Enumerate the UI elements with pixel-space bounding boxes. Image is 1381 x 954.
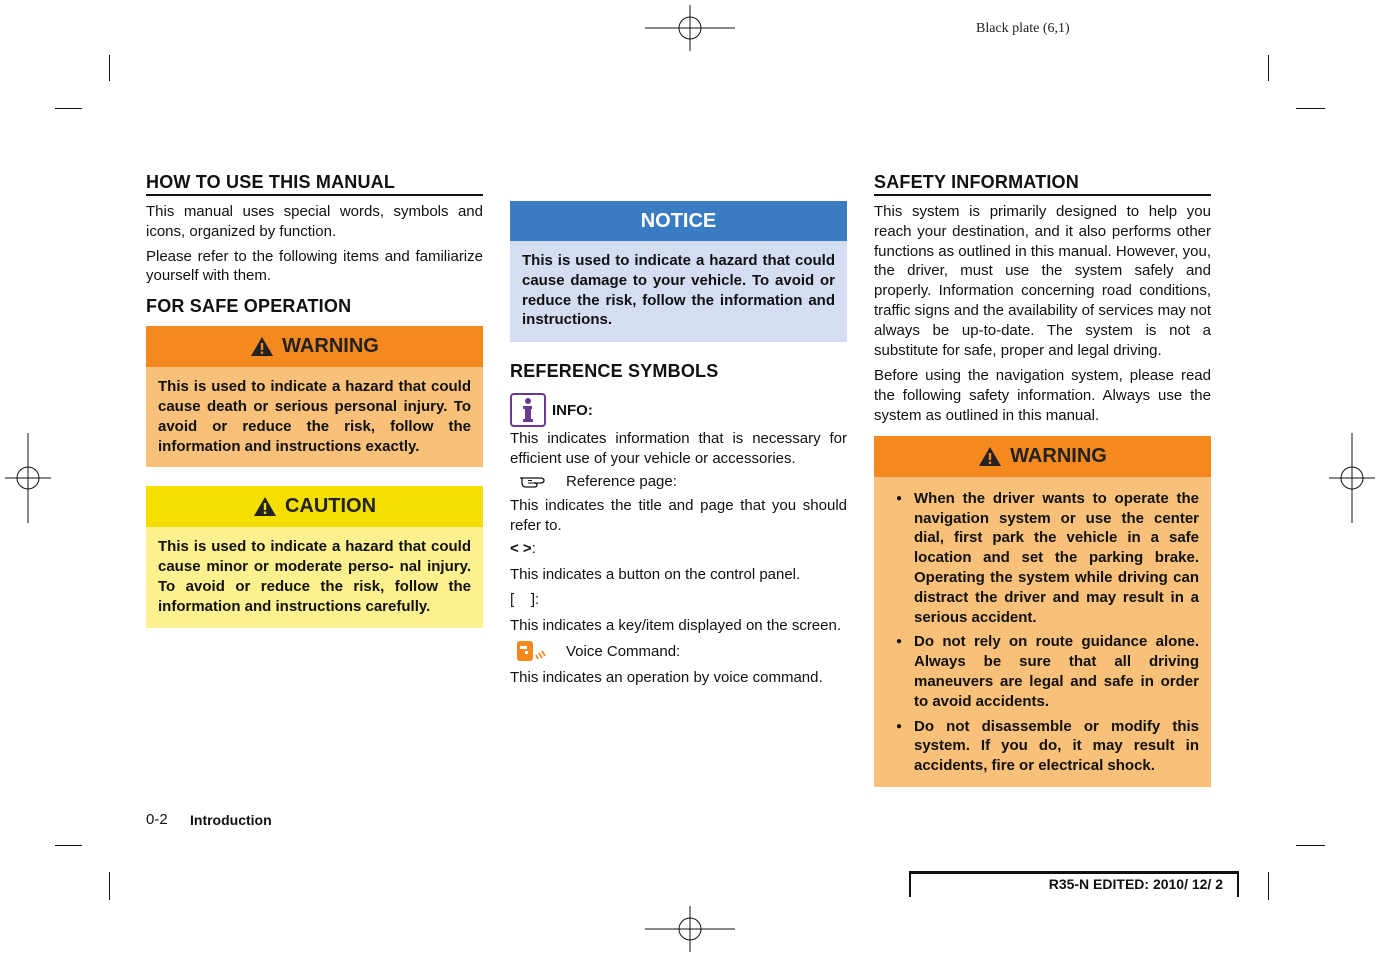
intro-paragraph-1: This manual uses special words, symbols and icons, organized by function. [146,203,483,240]
safety-warning-header [874,436,1211,477]
warning-box [146,326,483,467]
reference-page-description: This indicates the title and page that you should refer to. [510,496,847,534]
safety-warning-body [874,477,1211,787]
notice-text: This is used to indicate a hazard that could cause damage to your vehicle. To avoid or reduce the risk, follow the information and instructions. [510,241,847,342]
bullet-dot: ● [896,636,903,648]
section-name: Introduction [190,812,272,828]
edited-stamp: R35-N EDITED: 2010/ 12/ 2 [909,871,1239,897]
voice-command-row [510,640,847,664]
caution-label: CAUTION [284,495,377,518]
angle-bracket-label: < > [510,540,532,558]
registration-mark-top [645,5,735,51]
caution-header [146,486,483,527]
reference-symbols-heading: REFERENCE SYMBOLS [510,361,719,382]
list-item [886,489,1199,628]
caution-triangle-icon [253,496,277,517]
registration-mark-bottom [645,906,735,952]
warning-triangle-icon [250,336,274,357]
safety-paragraph-1: This system is primarily designed to help you reach your destination, and it also performs other functions as outlined in this manual. However, you, the driver, must use the system safely and properly. Information concerning road conditions, traffic signs and the availability of services may not always be up-to-date. The system is not a substitute for safe, proper and legal driving. [874,203,1211,359]
how-to-use-heading: HOW TO USE THIS MANUAL [146,172,483,196]
safe-operation-heading: FOR SAFE OPERATION [146,296,352,317]
info-description: This indicates information that is necessary for efficient use of your vehicle or accessories. [510,430,847,467]
registration-mark-right [1329,433,1375,523]
caution-box [146,486,483,627]
voice-command-description: This indicates an operation by voice command. [510,668,823,686]
bullet-dot: ● [896,720,903,732]
angle-bracket-row [510,539,847,559]
square-bracket-description: This indicates a key/item displayed on the screen. [510,616,842,634]
square-bracket-label: [ ]: [510,590,540,608]
notice-header [510,201,847,241]
right-column [874,172,1211,787]
safety-warning-list [886,489,1199,776]
info-label: INFO: [552,401,593,419]
warning-header [146,326,483,367]
warning-text: This is used to indicate a hazard that could cause death or serious personal injury. To avoid or reduce the risk, follow the information and instructions exactly. [146,367,483,467]
info-symbol-row [510,393,847,427]
voice-command-label: Voice Command: [566,643,681,661]
bullet-dot: ● [896,492,903,504]
notice-label: NOTICE [640,209,717,232]
plate-label: Black plate (6,1) [976,21,1070,36]
page-number: 0-2 [146,811,168,828]
bullet-text: When the driver wants to operate the navigation system or use the center dial, first park the vehicle in a safe location and set the parking brake. Operating the system while driving can distract the driver and may result in a serious accident. [914,489,1199,626]
intro-paragraph-2: Please refer to the following items and familiarize yourself with them. [146,247,483,285]
notice-box [510,201,847,342]
list-item [886,717,1199,776]
middle-column [510,201,847,687]
caution-text: This is used to indicate a hazard that could cause minor or moderate perso- nal injury. To avoid or reduce the risk, follow the information and instructions carefully. [146,527,483,627]
pointing-hand-icon [518,473,548,489]
warning-triangle-icon [978,446,1002,467]
angle-bracket-colon: : [531,540,536,558]
registration-mark-left [5,433,51,523]
voice-command-icon [516,640,546,664]
list-item [886,632,1199,711]
safety-warning-box [874,436,1211,787]
info-icon [510,393,546,427]
bullet-text: Do not disassemble or modify this system. If you do, it may result in accidents, fire or electrical shock. [914,717,1199,775]
warning-label: WARNING [282,335,379,358]
reference-page-label: Reference page: [566,472,677,490]
bullet-text: Do not rely on route guidance alone. Always be sure that all driving maneuvers are legal and safe in order to avoid accidents. [914,633,1199,710]
safety-information-heading: SAFETY INFORMATION [874,172,1211,196]
left-column [146,172,483,628]
safety-warning-label: WARNING [1010,444,1107,467]
angle-bracket-description: This indicates a button on the control panel. [510,566,801,584]
safety-paragraph-2: Before using the navigation system, please read the following safety information. Always use the system as outlined in this manual. [874,367,1211,424]
reference-page-row [510,473,847,490]
